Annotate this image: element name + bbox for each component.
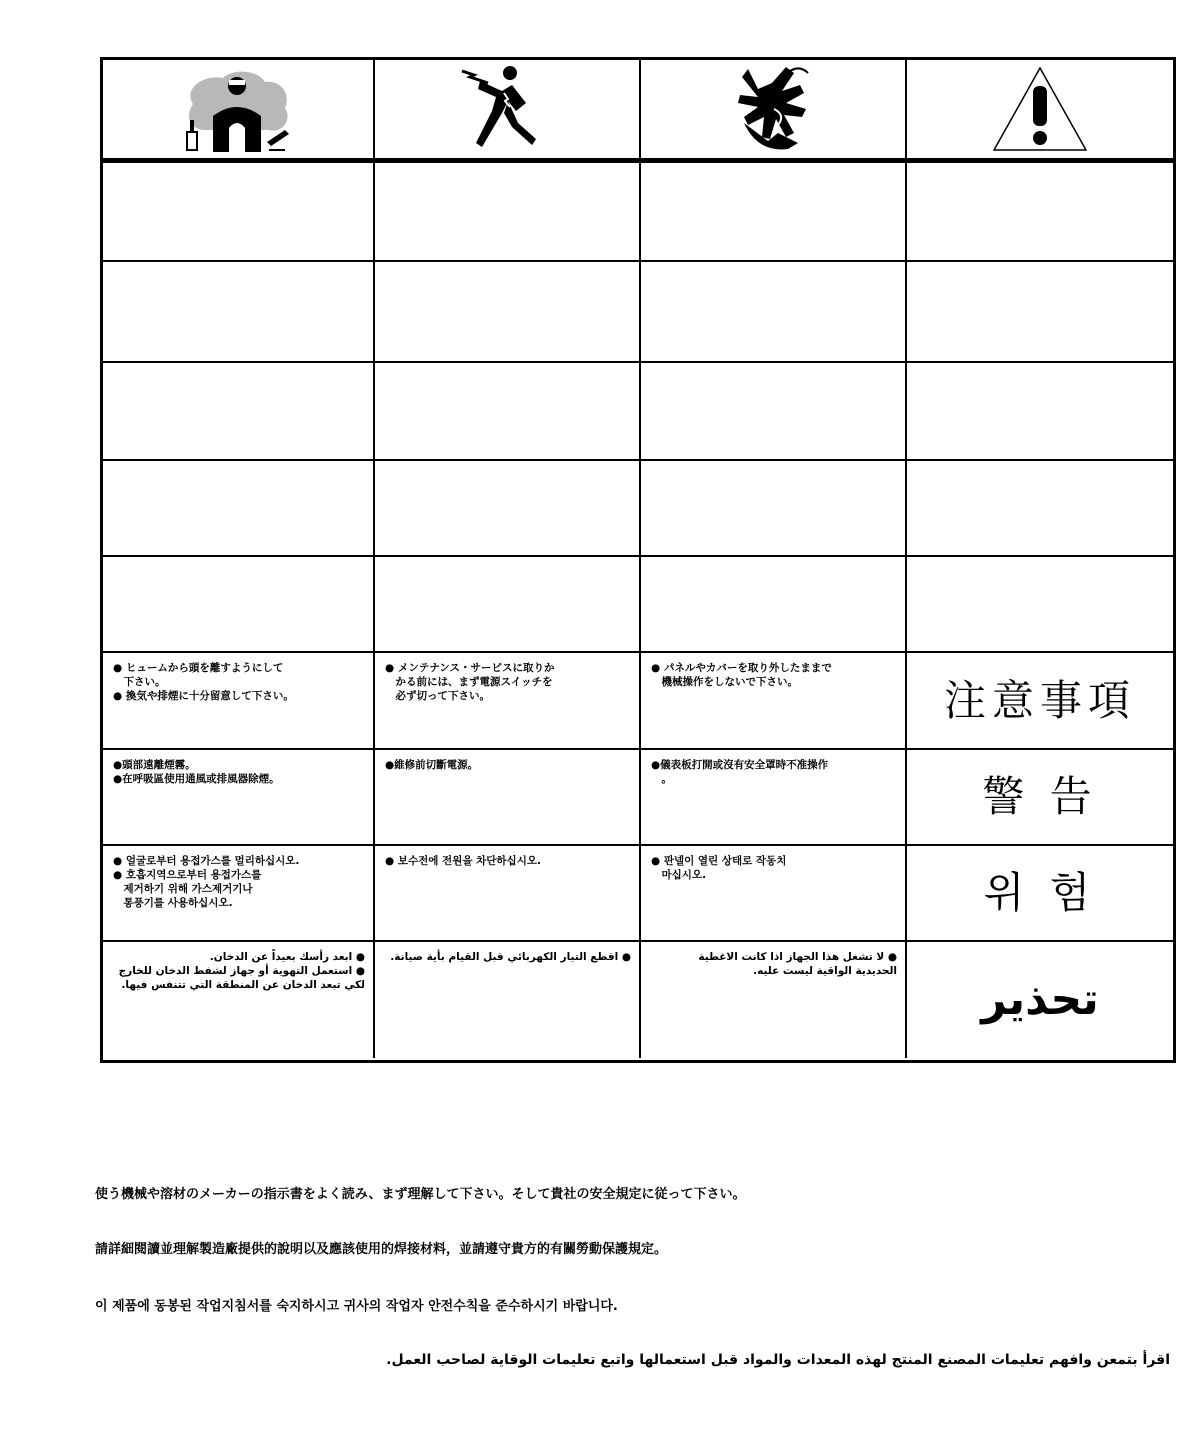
safety-warning-table: [100, 57, 1176, 1063]
empty-cell: [641, 363, 907, 459]
signal-word: 위 험: [983, 868, 1097, 917]
moving-parts-icon: [728, 63, 818, 155]
empty-cell: [103, 163, 375, 260]
table-row-korean: [103, 846, 1173, 942]
empty-cell: [375, 557, 641, 651]
icon-cell-moving-parts: [641, 60, 907, 158]
warning-triangle-icon: [990, 64, 1090, 154]
table-row: [103, 461, 1173, 557]
fumes-warning-text: ● 얼굴로부터 용접가스를 멀리하십시오. ● 호흡지역으로부터 용접가스를 제거하기 위해 가스제거기나 통풍기를 사용하십시오.: [103, 846, 375, 940]
empty-cell: [641, 557, 907, 651]
fumes-gases-icon: [173, 64, 303, 154]
fumes-warning-text: ● ابعد رأسك بعيداً عن الدخان. ● استعمل التهوية أو جهاز لشفط الدخان للخارج لكي تبعد الدخان عن المنطقة التي تتنفس فيها.: [103, 942, 375, 1058]
footer-instruction-korean: 이 제품에 동봉된 작업지침서를 숙지하시고 귀사의 작업자 안전수칙을 준수하시기 바랍니다.: [95, 1299, 618, 1314]
empty-cell: [641, 461, 907, 555]
signal-word: 警 告: [982, 772, 1098, 821]
empty-cell: [907, 461, 1173, 555]
fumes-warning-text: ●頭部遠離煙霧。 ●在呼吸區使用通風或排風器除煙。: [103, 750, 375, 844]
moving-parts-warning-text: ●儀表板打開或沒有安全罩時不准操作 。: [641, 750, 907, 844]
moving-parts-warning-text: ● 판넬이 열린 상태로 작동치 마십시오.: [641, 846, 907, 940]
icon-cell-shock: [375, 60, 641, 158]
empty-cell: [641, 262, 907, 361]
signal-word: تحذير: [981, 974, 1099, 1025]
table-row: [103, 557, 1173, 653]
empty-cell: [907, 262, 1173, 361]
empty-cell: [375, 262, 641, 361]
signal-word: 注意事項: [943, 675, 1136, 725]
empty-cell: [641, 163, 907, 260]
shock-warning-text: ● 보수전에 전원을 차단하십시오.: [375, 846, 641, 940]
empty-cell: [103, 262, 375, 361]
icon-cell-fumes: [103, 60, 375, 158]
icon-row: [103, 60, 1173, 163]
empty-cell: [103, 461, 375, 555]
icon-cell-warning: [907, 60, 1173, 158]
warning-grid: [103, 163, 1173, 1058]
table-row: [103, 363, 1173, 461]
table-row: [103, 163, 1173, 262]
empty-cell: [907, 363, 1173, 459]
table-row-japanese: [103, 653, 1173, 750]
moving-parts-warning-text: ● パネルやカバーを取り外したままで 機械操作をしないで下さい。: [641, 653, 907, 748]
footer-instruction-chinese: 請詳細閱讀並理解製造廠提供的說明以及應該使用的焊接材料，並請遵守貴方的有關勞動保護規定。: [95, 1242, 668, 1257]
table-row-chinese: [103, 750, 1173, 846]
shock-warning-text: ● メンテナンス・サービスに取りか かる前には、まず電源スイッチを 必ず切って下さい。: [375, 653, 641, 748]
empty-cell: [375, 461, 641, 555]
empty-cell: [907, 557, 1173, 651]
empty-cell: [907, 163, 1173, 260]
fumes-warning-text: ● ヒュームから頭を離すようにして 下さい。 ● 換気や排煙に十分留意して下さい。: [103, 653, 375, 748]
shock-warning-text: ●維修前切斷電源。: [375, 750, 641, 844]
table-row: [103, 262, 1173, 363]
empty-cell: [103, 557, 375, 651]
empty-cell: [375, 163, 641, 260]
footer-instruction-arabic: اقرأ بتمعن وافهم تعليمات المصنع المنتج لهذه المعدات والمواد قبل استعمالها واتبع تعليمات الوقاية لصاحب العمل.: [386, 1352, 1170, 1368]
moving-parts-warning-text: ● لا تشغل هذا الجهاز اذا كانت الاغطية الحديدية الواقية ليست عليه.: [641, 942, 907, 1058]
empty-cell: [375, 363, 641, 459]
table-row-arabic: [103, 942, 1173, 1058]
empty-cell: [103, 363, 375, 459]
footer-instruction-japanese: 使う機械や溶材のメーカーの指示書をよく読み、まず理解して下さい。そして貴社の安全規定に従って下さい。: [95, 1187, 746, 1202]
shock-warning-text: ● اقطع التيار الكهربائي قبل القيام بأية صيانة.: [375, 942, 641, 1058]
electric-shock-icon: [452, 63, 562, 155]
